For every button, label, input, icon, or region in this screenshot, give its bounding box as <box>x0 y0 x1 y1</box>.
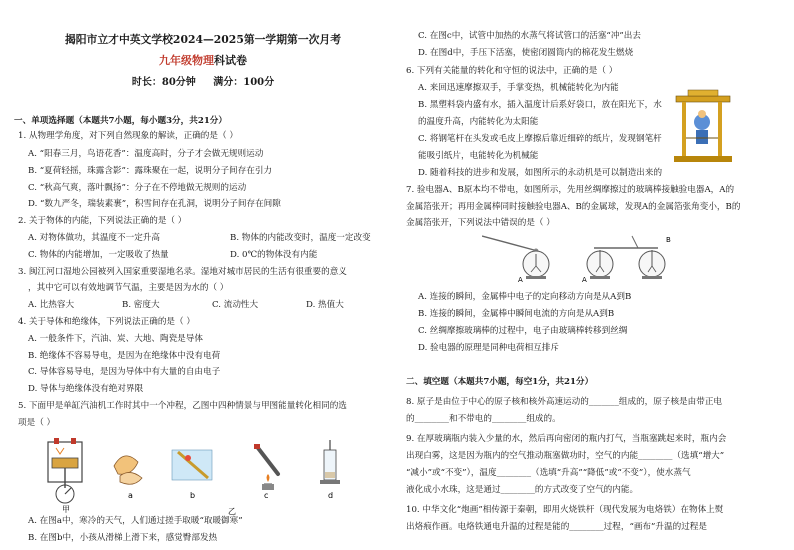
subject-suffix: 科试卷 <box>214 54 247 67</box>
fig-label-b: b <box>190 491 196 500</box>
q1-option-d[interactable]: D. “数九严冬，瑞装素裹”，积雪间存在孔洞，说明分子间存在间隙 <box>28 199 281 209</box>
q1-option-b[interactable]: B. “夏荷轻摇，珠露含影”：露珠聚在一起，说明分子间存在引力 <box>28 166 273 176</box>
electroscope-figure <box>482 232 722 282</box>
slide-figure <box>172 450 212 480</box>
exam-meta <box>12 77 394 88</box>
q9-line1: 9. 在厚玻璃瓶内装入少量的水，然后再向密闭的瓶内打气，当瓶塞跳起来时，瓶内会 <box>406 434 727 444</box>
fig-label-c: c <box>264 491 269 500</box>
fig-label-d: d <box>328 491 334 500</box>
q9-line3: “减小”或“不变”），温度________（选填“升高”“降低”或“不变”），使水蒸气 <box>406 468 691 478</box>
rubbing-hands-figure <box>114 456 142 484</box>
exam-school-title: 揭阳市立才中英文学校2024—2025第一学期第一次月考 <box>64 33 342 46</box>
q7-stem-line1: 7. 验电器A、B原本均不带电，如图所示，先用丝绸摩擦过的玻璃棒接触验电器A，A的 <box>406 185 735 195</box>
q4-option-a[interactable]: A. 一般条件下，汽油、炭、大地、陶瓷是导体 <box>28 334 203 344</box>
q7-option-c[interactable]: C. 丝绸摩擦玻璃棒的过程中，电子由玻璃棒转移到丝绸 <box>418 326 628 336</box>
q5-figure <box>42 436 362 516</box>
q1-option-c[interactable]: C. “秋高气爽，落叶飘扬”：分子在不停地做无规则的运动 <box>28 183 247 193</box>
fig-label-A-left: A <box>518 276 523 282</box>
subject-name: 物理 <box>192 54 214 67</box>
q2-option-d[interactable]: D. 0℃的物体没有内能 <box>230 250 318 260</box>
left-column <box>12 0 394 550</box>
q8-line1: 8. 原子是由位于中心的原子核和核外高速运动的_______组成的，原子核是由带正电 <box>406 397 723 407</box>
q5-stem-line2: 项是（ ） <box>18 418 56 428</box>
q6-option-a[interactable]: A. 来回迅速摩擦双手，手掌变热，机械能转化为内能 <box>418 83 619 93</box>
test-tube-figure <box>254 444 278 490</box>
q6-option-b-line1[interactable]: B. 黑塑料袋内盛有水，插入温度计后系好袋口，放在阳光下，水 <box>418 100 662 110</box>
section1-title: 一、单项选择题（本题共7小题，每小题3分，共21分） <box>14 116 227 126</box>
q4-stem: 4. 关于导体和绝缘体，下列说法正确的是（ ） <box>18 317 195 327</box>
exam-subject-title <box>12 55 394 66</box>
q2-option-c[interactable]: C. 物体的内能增加，一定吸收了热量 <box>28 250 169 260</box>
q2-stem: 2. 关于物体的内能，下列说法正确的是（ ） <box>18 216 187 226</box>
q3-option-c[interactable]: C. 流动性大 <box>212 300 259 310</box>
electroscope-a-with-rod <box>482 236 549 279</box>
fig-label-jia: 甲 <box>62 505 70 514</box>
q3-option-d[interactable]: D. 热值大 <box>306 300 344 310</box>
q9-line4: 液化成小水珠，这是通过________的方式改变了空气的内能。 <box>406 485 639 495</box>
q10-line2: 出烙痕作画。电烙铁通电升温的过程是能的________过程，“画布”升温的过程是 <box>406 522 707 532</box>
score-label: 满分：100分 <box>213 77 275 88</box>
q6-option-c-line1[interactable]: C. 将钢笔杆在头发或毛皮上摩擦后靠近细碎的纸片，发现钢笔杆 <box>418 134 662 144</box>
q7-option-d[interactable]: D. 验电器的原理是同种电荷相互排斥 <box>418 343 559 353</box>
q6-option-c-line2: 能吸引纸片，电能转化为机械能 <box>418 151 539 161</box>
q2-option-b[interactable]: B. 物体的内能改变时，温度一定改变 <box>230 233 371 243</box>
q8-line2: 的________和不带电的________组成的。 <box>406 414 561 424</box>
q10-line1: 10. 中华文化“炮画”相传源于秦朝，即用火烧铁杆（现代发展为电烙铁）在物体上熨 <box>406 505 724 515</box>
q4-option-c[interactable]: C. 导体容易导电，是因为导体中有大量的自由电子 <box>28 367 221 377</box>
q1-stem: 1. 从物理学角度，对下列自然现象的解读，正确的是（ ） <box>18 131 238 141</box>
section2-title: 二、填空题（本题共7小题，每空1分，共21分） <box>406 377 594 387</box>
q7-stem-line3: 金属箔张开，下列说法中错误的是（ ） <box>406 218 555 228</box>
q7-option-b[interactable]: B. 连接的瞬间，金属棒中瞬间电流的方向是从A到B <box>418 309 615 319</box>
fig-label-yi: 乙 <box>228 507 236 516</box>
fig-label-A-right: A <box>582 276 587 282</box>
right-column <box>402 0 784 550</box>
q5-option-a[interactable]: A. 在图a中，寒冷的天气，人们通过搓手取暖“取暖御寒” <box>28 516 243 526</box>
q3-stem-line1: 3. 闽江河口湿地公园被列入国家重要湿地名录。湿地对城市居民的生活有很重要的意义 <box>18 267 347 277</box>
q4-option-d[interactable]: D. 导体与绝缘体没有绝对界限 <box>28 384 144 394</box>
q3-stem-line2: ，其中它可以有效地调节气温，主要是因为水的（ ） <box>28 283 229 293</box>
engine-cylinder-figure <box>48 438 82 503</box>
q4-option-b[interactable]: B. 绝缘体不容易导电，是因为在绝缘体中没有电荷 <box>28 351 221 361</box>
q6-option-d[interactable]: D. 随着科技的进步和发展，如图所示的永动机是可以制造出来的 <box>418 168 663 178</box>
fig-label-B: B <box>666 236 671 244</box>
q5-option-b[interactable]: B. 在图b中，小孩从滑梯上滑下来，感觉臀部发热 <box>28 533 218 543</box>
q9-line2: 出现白雾，这是因为瓶内的空气推动瓶塞做功时，空气的内能________（选填“增大” <box>406 451 725 461</box>
fig-label-a: a <box>128 491 133 500</box>
time-label: 时长：80分钟 <box>131 77 196 88</box>
perpetual-motion-figure <box>674 88 734 166</box>
q5-option-d[interactable]: D. 在图d中，手压下活塞，使密闭圆筒内的棉花发生燃烧 <box>418 48 634 58</box>
q7-stem-line2: 金属箔张开；再用金属棒同时接触验电器A、B的金属球，发现A的金属箔张角变小，B的 <box>406 202 741 212</box>
electroscopes-a-b-connected <box>587 236 665 279</box>
q1-option-a[interactable]: A. “阳春三月，鸟语花香”：温度高时，分子才会做无规则运动 <box>28 149 264 159</box>
q5-stem-line1: 5. 下面甲是单缸汽油机工作时其中一个冲程，乙图中四种情景与甲图能量转化相同的选 <box>18 401 347 411</box>
q2-option-a[interactable]: A. 对物体做功，其温度不一定升高 <box>28 233 160 243</box>
q6-option-b-line2: 的温度升高，内能转化为太阳能 <box>418 117 539 127</box>
q3-option-a[interactable]: A. 比热容大 <box>28 300 75 310</box>
q6-stem: 6. 下列有关能量的转化和守恒的说法中，正确的是（ ） <box>406 66 618 76</box>
compression-cylinder-figure <box>320 440 340 484</box>
q3-option-b[interactable]: B. 密度大 <box>122 300 160 310</box>
subject-grade: 九年级 <box>159 54 192 67</box>
q5-option-c[interactable]: C. 在图c中，试管中加热的水蒸气将试管口的活塞“冲”出去 <box>418 31 641 41</box>
q7-option-a[interactable]: A. 连接的瞬间，金属棒中电子的定向移动方向是从A到B <box>418 292 632 302</box>
